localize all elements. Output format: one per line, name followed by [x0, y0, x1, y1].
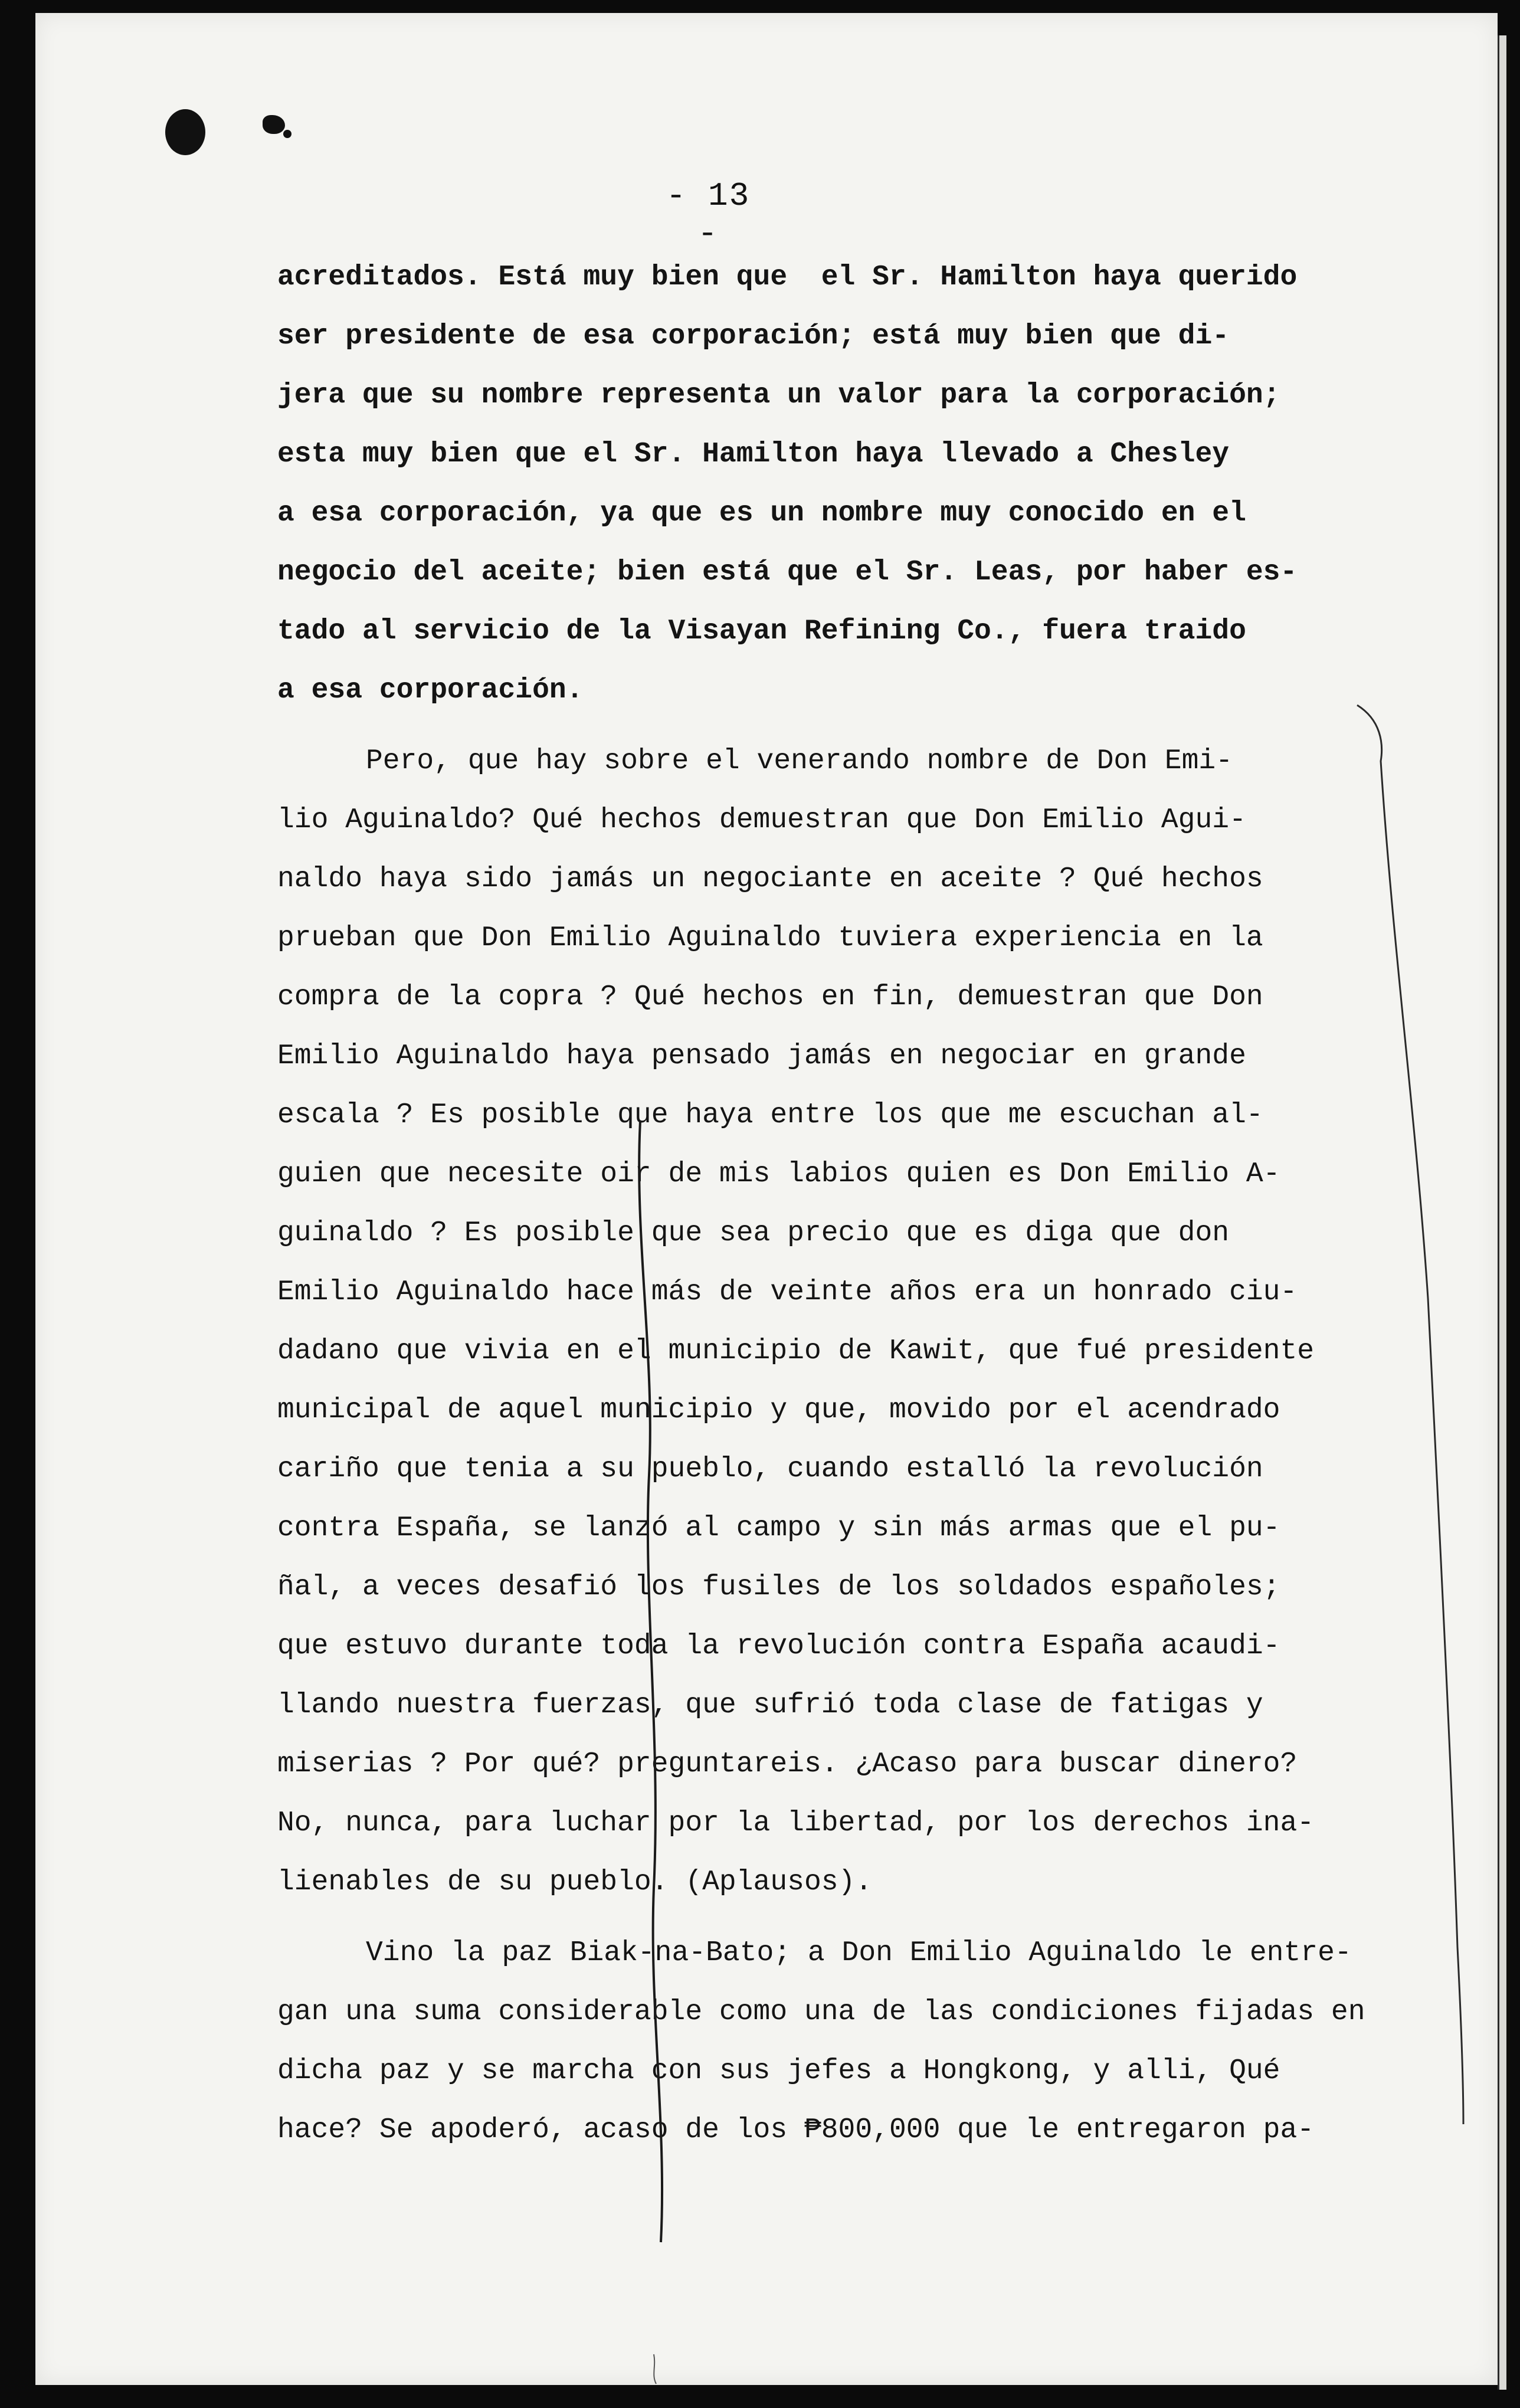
- text-line: guien que necesite oir de mis labios quien es Don Emilio A-: [277, 1158, 1280, 1190]
- text-line: compra de la copra ? Qué hechos en fin, demuestran que Don: [277, 981, 1263, 1013]
- paper-edge: [1498, 35, 1506, 2390]
- text-line: naldo haya sido jamás un negociante en aceite ? Qué hechos: [277, 863, 1263, 895]
- text-line: acreditados. Está muy bien que el Sr. Hamilton haya querido: [277, 261, 1298, 293]
- ink-blot: [263, 115, 285, 134]
- text-line: hace? Se apoderó, acaso de los ₱800,000 que le entregaron pa-: [277, 2114, 1315, 2146]
- text-line: escala ? Es posible que haya entre los que me escuchan al-: [277, 1099, 1263, 1131]
- text-line: contra España, se lanzó al campo y sin más armas que el pu-: [277, 1512, 1280, 1544]
- text-line: llando nuestra fuerzas, que sufrió toda clase de fatigas y: [277, 1689, 1263, 1721]
- text-line: Emilio Aguinaldo hace más de veinte años era un honrado ciu-: [277, 1276, 1298, 1308]
- ink-blot: [283, 130, 291, 138]
- text-line: Emilio Aguinaldo haya pensado jamás en negociar en grande: [277, 1040, 1246, 1072]
- page-number: - 13 -: [666, 177, 751, 253]
- text-line: dadano que vivia en el municipio de Kawit, que fué presidente: [277, 1335, 1315, 1367]
- text-line: que estuvo durante toda la revolución contra España acaudi-: [277, 1630, 1280, 1662]
- text-line: jera que su nombre representa un valor para la corporación;: [277, 379, 1280, 411]
- paragraph-gap: [277, 1912, 1434, 1924]
- text-line: Vino la paz Biak-na-Bato; a Don Emilio Aguinaldo le entre-: [366, 1937, 1352, 1969]
- text-line: gan una suma considerable como una de las condiciones fijadas en: [277, 1996, 1365, 2028]
- text-line: tado al servicio de la Visayan Refining Co., fuera traido: [277, 615, 1246, 647]
- text-line: dicha paz y se marcha con sus jefes a Hongkong, y alli, Qué: [277, 2055, 1280, 2087]
- body-text: [277, 248, 1434, 2160]
- text-line: ñal, a veces desafió los fusiles de los soldados españoles;: [277, 1571, 1280, 1603]
- text-line: guinaldo ? Es posible que sea precio que es diga que don: [277, 1217, 1230, 1249]
- text-line: Pero, que hay sobre el venerando nombre de Don Emi-: [366, 745, 1233, 777]
- text-line: negocio del aceite; bien está que el Sr. Leas, por haber es-: [277, 556, 1298, 588]
- text-line: a esa corporación, ya que es un nombre muy conocido en el: [277, 497, 1246, 529]
- paragraph-gap: [277, 720, 1434, 732]
- text-line: No, nunca, para luchar por la libertad, por los derechos ina-: [277, 1807, 1315, 1839]
- text-line: ser presidente de esa corporación; está muy bien que di-: [277, 320, 1230, 352]
- text-line: lienables de su pueblo. (Aplausos).: [277, 1866, 873, 1898]
- text-line: miserias ? Por qué? preguntareis. ¿Acaso para buscar dinero?: [277, 1748, 1298, 1780]
- text-line: a esa corporación.: [277, 674, 584, 706]
- text-line: cariño que tenia a su pueblo, cuando estalló la revolución: [277, 1453, 1263, 1485]
- text-line: esta muy bien que el Sr. Hamilton haya llevado a Chesley: [277, 438, 1230, 470]
- text-line: lio Aguinaldo? Qué hechos demuestran que Don Emilio Agui-: [277, 804, 1246, 836]
- text-line: municipal de aquel municipio y que, movido por el acendrado: [277, 1394, 1280, 1426]
- ink-blot: [165, 109, 205, 155]
- text-line: prueban que Don Emilio Aguinaldo tuviera experiencia en la: [277, 922, 1263, 954]
